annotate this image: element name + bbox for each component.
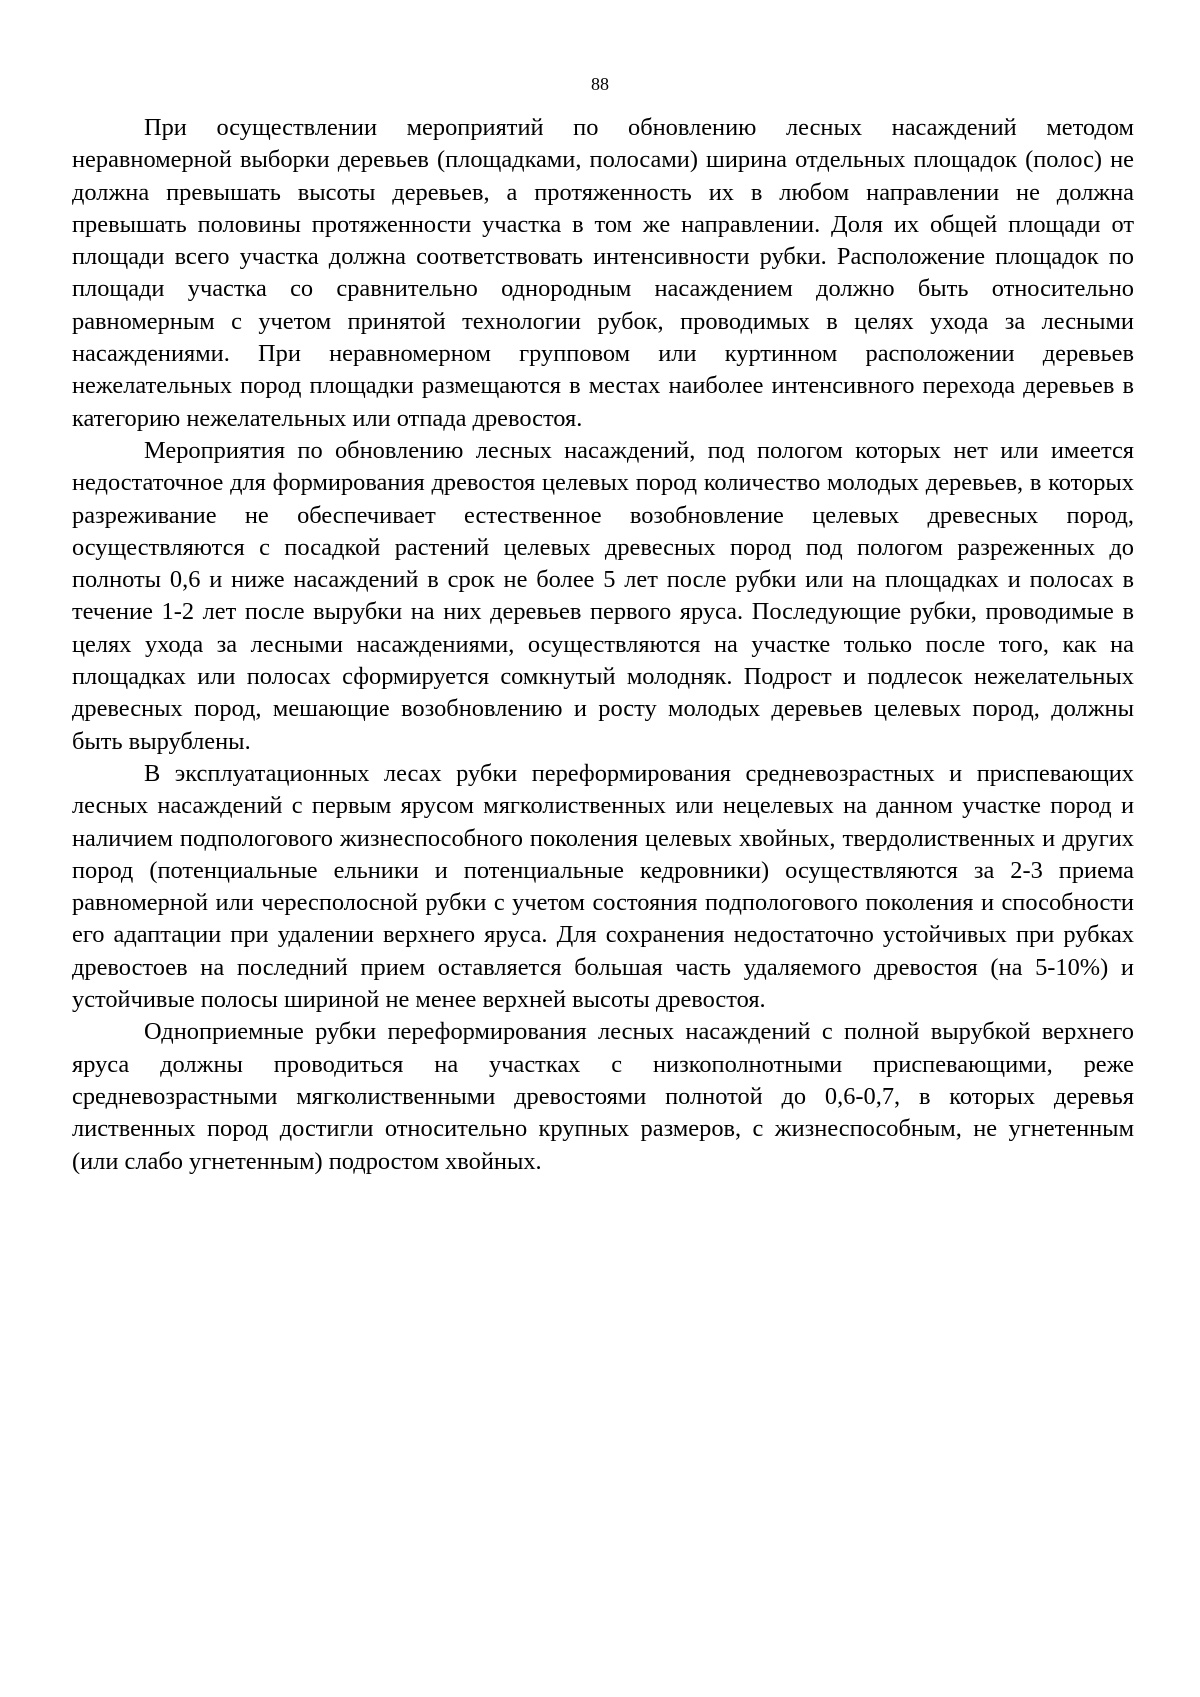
body-text (72, 112, 1134, 1178)
paragraph-3: В эксплуатационных лесах рубки переформирования средневозрастных и приспевающих лесных насаждений с первым ярусом мягколиственных или нецелевых на данном участке пород и наличием подпологового жизнеспособного поколения целевых хвойных, твердолиственных и других пород (потенциальные ельники и потенциальные кедровники) осуществляются за 2-3 приема равномерной или чересполосной рубки с учетом состояния подпологового поколения и способности его адаптации при удалении верхнего яруса. Для сохранения недостаточно устойчивых при рубках древостоев на последний прием оставляется большая часть удаляемого древостоя (на 5-10%) и устойчивые полосы шириной не менее верхней высоты древостоя. (72, 759, 1134, 1014)
paragraph-1: При осуществлении мероприятий по обновлению лесных насаждений методом неравномерной выборки деревьев (площадками, полосами) ширина отдельных площадок (полос) не должна превышать высоты деревьев, а протяженность их в любом направлении не должна превышать половины протяженности участка в том же направлении. Доля их общей площади от площади всего участка должна соответствовать интенсивности рубки. Расположение площадок по площади участка со сравнительно однородным насаждением должно быть относительно равномерным с учетом принятой технологии рубок, проводимых в целях ухода за лесными насаждениями. При неравномерном групповом или куртинном расположении деревьев нежелательных пород площадки размещаются в местах наиболее интенсивного перехода деревьев в категорию нежелательных или отпада древостоя. (72, 114, 1134, 432)
paragraph-2: Мероприятия по обновлению лесных насаждений, под пологом которых нет или имеется недостаточное для формирования древостоя целевых пород количество молодых деревьев, в которых разреживание не обеспечивает естественное возобновление целевых древесных пород, осуществляются с посадкой растений целевых древесных пород под пологом разреженных до полноты 0,6 и ниже насаждений в срок не более 5 лет после рубки или на площадках и полосах в течение 1-2 лет после вырубки на них деревьев первого яруса. Последующие рубки, проводимые в целях ухода за лесными насаждениями, осуществляются на участке только после того, как на площадках или полосах сформируется сомкнутый молодняк. Подрост и подлесок нежелательных древесных пород, мешающие возобновлению и росту молодых деревьев целевых пород, должны быть вырублены. (72, 436, 1134, 755)
paragraph-4: Одноприемные рубки переформирования лесных насаждений с полной вырубкой верхнего яруса должны проводиться на участках с низкополнотными приспевающими, реже средневозрастными мягколиственными древостоями полнотой до 0,6-0,7, в которых деревья лиственных пород достигли относительно крупных размеров, с жизнеспособным, не угнетенным (или слабо угнетенным) подростом хвойных. (72, 1018, 1134, 1175)
page-number: 88 (591, 74, 609, 94)
